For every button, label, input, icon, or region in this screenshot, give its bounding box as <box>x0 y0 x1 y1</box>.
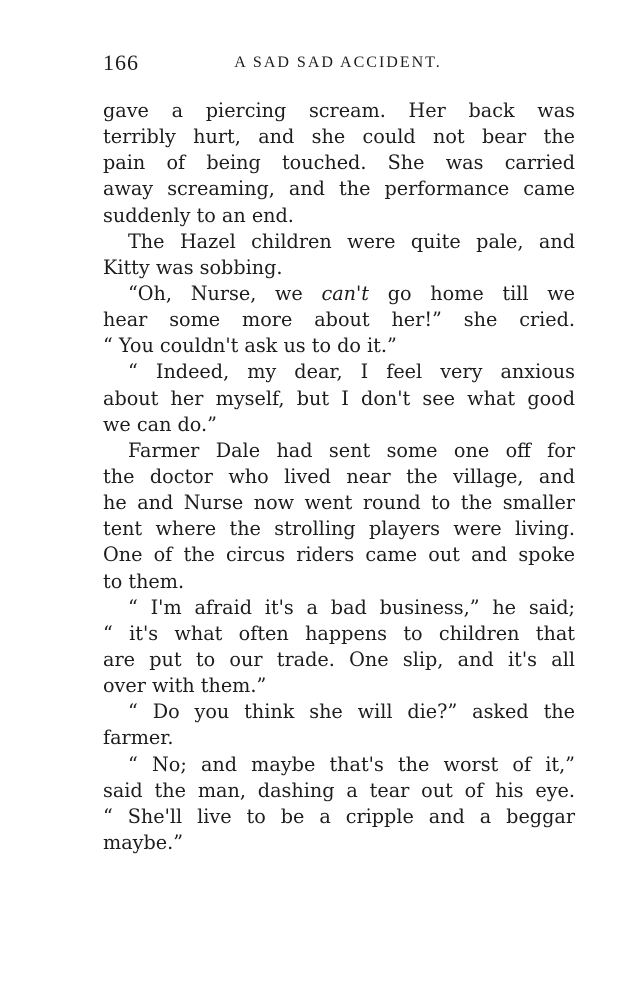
text-segment: “Oh, Nurse, we <box>128 281 303 305</box>
text-line: pain of being touched. She was carried <box>103 151 575 175</box>
page-number: 166 <box>103 50 139 75</box>
text-line: gave a piercing scream. Her back was <box>103 99 575 122</box>
text-line: over with them.” <box>103 674 267 698</box>
chapter-title: A SAD SAD ACCIDENT. <box>234 54 442 71</box>
text-line: “ You couldn't ask us to do it.” <box>103 334 397 358</box>
text-line: maybe.” <box>103 830 184 854</box>
text-line: One of the circus riders came out and spoke <box>103 543 575 567</box>
text-line-with-emphasis <box>103 281 575 307</box>
text-line: said the man, dashing a tear out of his eye. <box>103 778 575 802</box>
text-line: he and Nurse now went round to the smaller <box>103 491 575 515</box>
text-line: “ She'll live to be a cripple and a beggar <box>103 804 575 828</box>
text-line: suddenly to an end. <box>103 203 294 227</box>
text-line: The Hazel children were quite pale, and <box>128 229 575 253</box>
text-line: Farmer Dale had sent some one off for <box>128 438 575 462</box>
text-line: tent where the strolling players were living. <box>103 517 575 541</box>
text-segment: go home till we <box>387 281 575 305</box>
running-head <box>103 50 573 80</box>
text-line: terribly hurt, and she could not bear the <box>103 125 575 149</box>
text-line: Kitty was sobbing. <box>103 255 283 279</box>
emphasized-word: can't <box>321 281 370 305</box>
text-line: away screaming, and the performance came <box>103 177 575 201</box>
text-line: farmer. <box>103 726 174 750</box>
text-line: we can do.” <box>103 412 217 436</box>
text-line: to them. <box>103 569 185 593</box>
text-line: “ No; and maybe that's the worst of it,” <box>128 752 575 776</box>
text-line: the doctor who lived near the village, and <box>103 464 575 488</box>
text-line: “ Do you think she will die?” asked the <box>128 700 575 724</box>
text-line: about her myself, but I don't see what good <box>103 386 575 410</box>
text-line: “ it's what often happens to children that <box>103 621 575 645</box>
text-line: “ Indeed, my dear, I feel very anxious <box>128 360 575 384</box>
text-line: are put to our trade. One slip, and it's all <box>103 647 575 671</box>
text-line: hear some more about her!” she cried. <box>103 308 575 332</box>
body-text <box>103 98 575 856</box>
text-line: “ I'm afraid it's a bad business,” he said; <box>128 595 575 619</box>
